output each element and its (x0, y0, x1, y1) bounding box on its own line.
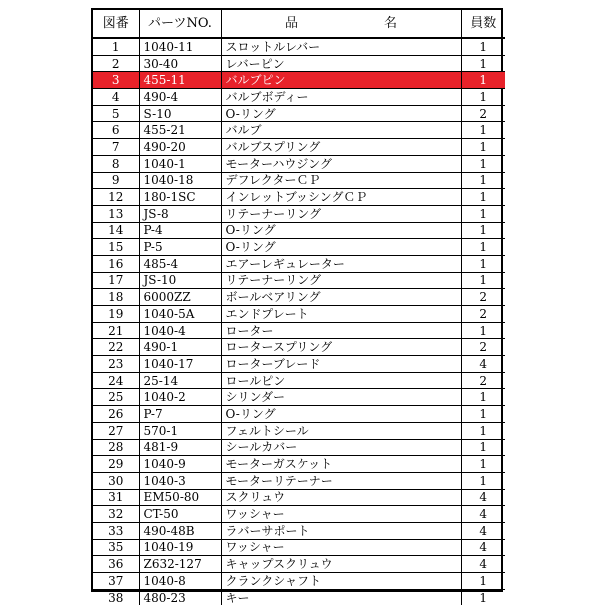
figure-number-cell: 21 (93, 322, 139, 339)
part-number-cell: 1040-11 (139, 38, 221, 55)
quantity-cell: 1 (461, 389, 505, 406)
header-part-name-right: 名 (383, 15, 397, 31)
quantity-cell: 1 (461, 573, 505, 590)
part-number-cell: 180-1SC (139, 189, 221, 206)
part-name-cell: クランクシャフト (221, 573, 461, 590)
figure-number-cell: 2 (93, 55, 139, 72)
part-name-cell: モーターガスケット (221, 456, 461, 473)
part-number-cell: 1040-8 (139, 573, 221, 590)
part-number-cell: 1040-3 (139, 472, 221, 489)
part-name-cell: リテーナーリング (221, 272, 461, 289)
table-row (93, 189, 505, 206)
figure-number-cell: 19 (93, 306, 139, 323)
figure-number-cell: 4 (93, 89, 139, 106)
part-number-cell: 490-4 (139, 89, 221, 106)
figure-number-cell: 8 (93, 155, 139, 172)
part-name-cell: O-リング (221, 239, 461, 256)
quantity-cell: 2 (461, 339, 505, 356)
part-name-cell: バルブスプリング (221, 139, 461, 156)
figure-number-cell: 6 (93, 122, 139, 139)
part-name-cell: スクリュウ (221, 489, 461, 506)
part-name-cell: インレットブッシングＣＰ (221, 189, 461, 206)
table-row (93, 439, 505, 456)
figure-number-cell: 25 (93, 389, 139, 406)
quantity-cell: 1 (461, 322, 505, 339)
table-header (93, 10, 505, 38)
table-row (93, 389, 505, 406)
quantity-cell: 2 (461, 306, 505, 323)
table-row (93, 372, 505, 389)
table-row (93, 589, 505, 605)
figure-number-cell: 28 (93, 439, 139, 456)
part-number-cell: 1040-18 (139, 172, 221, 189)
quantity-cell: 4 (461, 522, 505, 539)
figure-number-cell: 29 (93, 456, 139, 473)
part-name-cell: バルブピン (221, 72, 461, 89)
part-number-cell: Z632-127 (139, 556, 221, 573)
quantity-cell: 1 (461, 472, 505, 489)
part-number-cell: 1040-4 (139, 322, 221, 339)
figure-number-cell: 9 (93, 172, 139, 189)
header-figure-number: 図番 (93, 10, 139, 38)
part-number-cell: 455-21 (139, 122, 221, 139)
part-number-cell: 490-20 (139, 139, 221, 156)
part-number-cell: 1040-2 (139, 389, 221, 406)
quantity-cell: 1 (461, 205, 505, 222)
header-part-name (221, 10, 461, 38)
part-name-cell: エアーレギュレーター (221, 255, 461, 272)
part-name-cell: ボールベアリング (221, 289, 461, 306)
header-part-number: パーツNO. (139, 10, 221, 38)
part-number-cell: P-7 (139, 406, 221, 423)
quantity-cell: 4 (461, 506, 505, 523)
part-name-cell: バルブボディー (221, 89, 461, 106)
table-row (93, 422, 505, 439)
quantity-cell: 2 (461, 372, 505, 389)
part-name-cell: ワッシャー (221, 539, 461, 556)
figure-number-cell: 18 (93, 289, 139, 306)
part-name-cell: スロットルレバー (221, 38, 461, 55)
quantity-cell: 1 (461, 55, 505, 72)
quantity-cell: 1 (461, 172, 505, 189)
figure-number-cell: 5 (93, 105, 139, 122)
part-number-cell: P-5 (139, 239, 221, 256)
part-name-cell: モーターリテーナー (221, 472, 461, 489)
part-number-cell: CT-50 (139, 506, 221, 523)
quantity-cell: 1 (461, 155, 505, 172)
quantity-cell: 4 (461, 556, 505, 573)
part-name-cell: シールカバー (221, 439, 461, 456)
quantity-cell: 4 (461, 356, 505, 373)
table-row (93, 172, 505, 189)
table-row (93, 89, 505, 106)
part-number-cell: 30-40 (139, 55, 221, 72)
figure-number-cell: 35 (93, 539, 139, 556)
part-number-cell: 480-23 (139, 589, 221, 605)
table-row (93, 239, 505, 256)
part-name-cell: ローター (221, 322, 461, 339)
quantity-cell: 1 (461, 422, 505, 439)
quantity-cell: 1 (461, 189, 505, 206)
figure-number-cell: 23 (93, 356, 139, 373)
part-number-cell: 1040-5A (139, 306, 221, 323)
part-number-cell: S-10 (139, 105, 221, 122)
figure-number-cell: 26 (93, 406, 139, 423)
part-number-cell: 1040-17 (139, 356, 221, 373)
part-name-cell: ワッシャー (221, 506, 461, 523)
figure-number-cell: 7 (93, 139, 139, 156)
quantity-cell: 2 (461, 105, 505, 122)
figure-number-cell: 37 (93, 573, 139, 590)
quantity-cell: 1 (479, 590, 488, 605)
quantity-cell: 1 (461, 406, 505, 423)
figure-number-cell: 15 (93, 239, 139, 256)
quantity-cell: 1 (461, 456, 505, 473)
table-row (93, 289, 505, 306)
figure-number-cell: 33 (93, 522, 139, 539)
figure-number-cell: 1 (93, 38, 139, 55)
quantity-cell: 1 (461, 122, 505, 139)
table-row (93, 356, 505, 373)
part-name-cell: フェルトシール (221, 422, 461, 439)
part-number-cell: 455-11 (139, 72, 221, 89)
table-row (93, 489, 505, 506)
quantity-cell: 1 (461, 38, 505, 55)
header-row (93, 10, 505, 38)
table-row (93, 573, 505, 590)
table-row (93, 306, 505, 323)
quantity-cell: 1 (461, 72, 505, 89)
part-name-cell: ラバーサポート (221, 522, 461, 539)
part-name-cell: リテーナーリング (221, 205, 461, 222)
figure-number-cell: 38 (93, 589, 139, 605)
part-number-cell: 481-9 (139, 439, 221, 456)
part-number-cell: 490-1 (139, 339, 221, 356)
table-row (93, 472, 505, 489)
part-name-cell: O-リング (221, 222, 461, 239)
part-number-cell: 25-14 (139, 372, 221, 389)
table-row (93, 205, 505, 222)
header-part-name-left: 品 (285, 15, 299, 31)
figure-number-cell: 24 (93, 372, 139, 389)
figure-number-cell: 16 (93, 255, 139, 272)
table-row (93, 105, 505, 122)
part-name-cell: バルブ (221, 122, 461, 139)
table-row (93, 406, 505, 423)
table-row (93, 339, 505, 356)
figure-number-cell: 17 (93, 272, 139, 289)
parts-list-sheet (91, 8, 503, 605)
table-row (93, 255, 505, 272)
quantity-cell: 1 (461, 255, 505, 272)
part-name-cell: O-リング (221, 406, 461, 423)
part-name-cell: ロータースプリング (221, 339, 461, 356)
table-row (93, 522, 505, 539)
figure-number-cell: 30 (93, 472, 139, 489)
table-row (93, 506, 505, 523)
part-number-cell: P-4 (139, 222, 221, 239)
parts-table (93, 10, 505, 605)
figure-number-cell: 36 (93, 556, 139, 573)
table-row (93, 272, 505, 289)
part-number-cell: 1040-9 (139, 456, 221, 473)
table-row (93, 222, 505, 239)
figure-number-cell: 31 (93, 489, 139, 506)
part-name-cell: キー (221, 589, 461, 605)
part-name-cell: レバーピン (221, 55, 461, 72)
table-row (93, 539, 505, 556)
part-number-cell: JS-10 (139, 272, 221, 289)
figure-number-cell: 22 (93, 339, 139, 356)
quantity-cell: 2 (461, 289, 505, 306)
part-number-cell: 1040-1 (139, 155, 221, 172)
table-row (93, 456, 505, 473)
part-name-cell: ローターブレード (221, 356, 461, 373)
part-name-cell: キャップスクリュウ (221, 556, 461, 573)
table-body (93, 38, 505, 605)
header-quantity: 員数 (461, 10, 505, 38)
quantity-cell: 1 (461, 239, 505, 256)
part-number-cell: 1040-19 (139, 539, 221, 556)
table-row-highlighted (93, 72, 505, 89)
quantity-cell: 1 (461, 139, 505, 156)
table-row (93, 322, 505, 339)
figure-number-cell: 12 (93, 189, 139, 206)
quantity-cell: 4 (461, 489, 505, 506)
part-number-cell: 490-48B (139, 522, 221, 539)
figure-number-cell: 13 (93, 205, 139, 222)
part-number-cell: JS-8 (139, 205, 221, 222)
part-number-cell: 570-1 (139, 422, 221, 439)
quantity-cell: 1 (461, 89, 505, 106)
part-number-cell: 485-4 (139, 255, 221, 272)
figure-number-cell: 32 (93, 506, 139, 523)
figure-number-cell: 27 (93, 422, 139, 439)
table-row (93, 556, 505, 573)
quantity-cell: 1 (461, 439, 505, 456)
figure-number-cell: 14 (93, 222, 139, 239)
part-name-cell: ロールピン (221, 372, 461, 389)
part-number-cell: EM50-80 (139, 489, 221, 506)
quantity-cell: 4 (461, 539, 505, 556)
part-name-cell: エンドプレート (221, 306, 461, 323)
quantity-cell: 1 (461, 222, 505, 239)
table-row (93, 139, 505, 156)
table-row (93, 122, 505, 139)
table-row (93, 155, 505, 172)
table-row (93, 38, 505, 55)
part-number-cell: 6000ZZ (139, 289, 221, 306)
figure-number-cell: 3 (93, 72, 139, 89)
quantity-cell: 1 (461, 272, 505, 289)
table-row (93, 55, 505, 72)
part-name-cell: シリンダー (221, 389, 461, 406)
part-name-cell: O-リング (221, 105, 461, 122)
part-name-cell: デフレクターＣＰ (221, 172, 461, 189)
part-name-cell: モーターハウジング (221, 155, 461, 172)
